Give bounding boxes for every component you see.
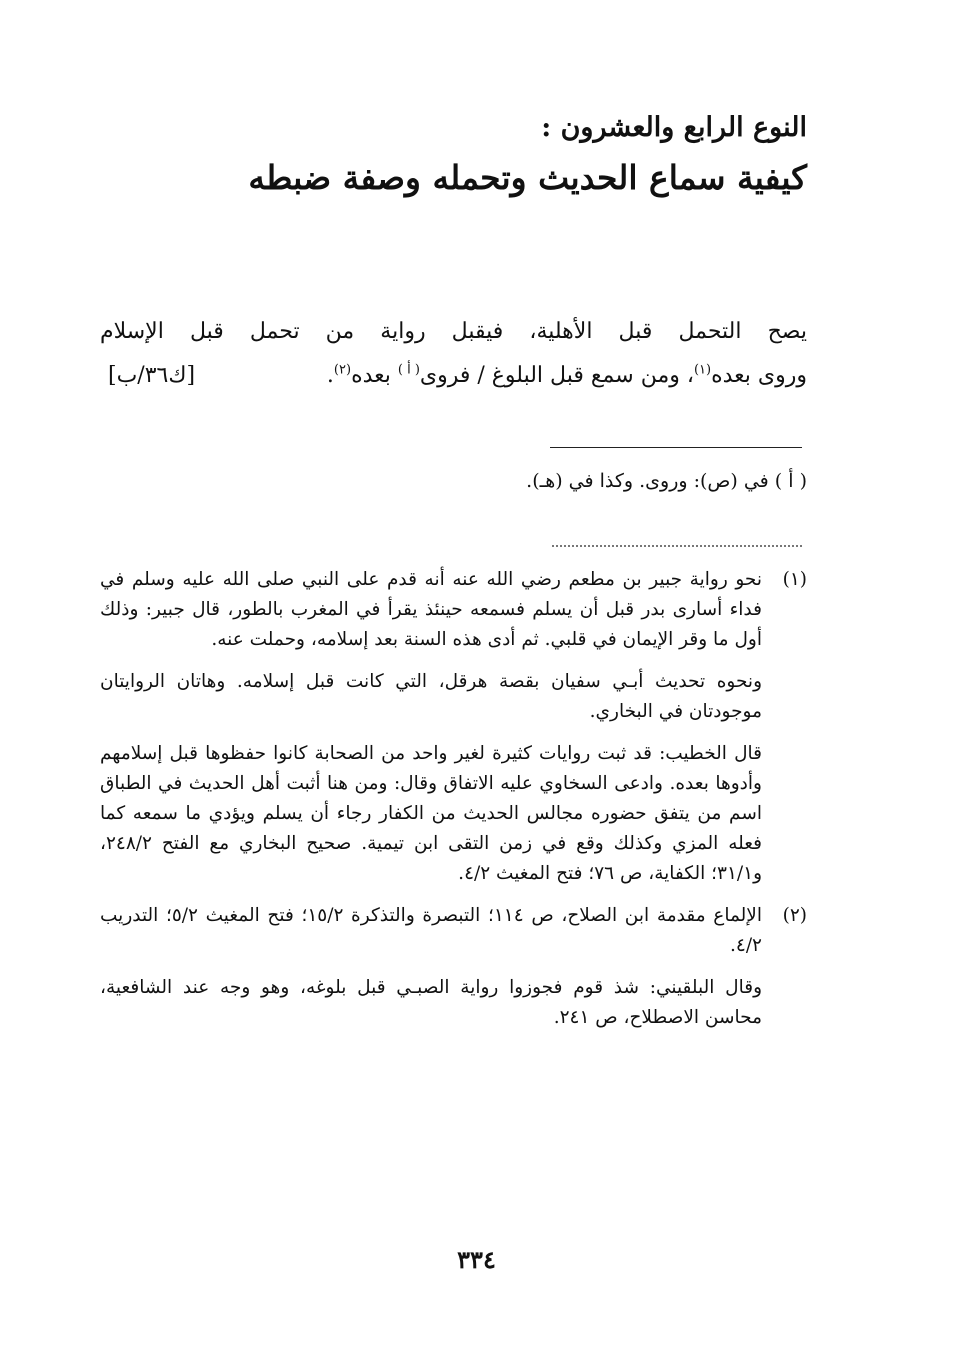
footnote-paragraph: ونحوه تحديث أبـي سفيان بقصة هرقل، التي كانت قبل إسلامه. وهاتان الروايتان موجودتان في البخاري. bbox=[100, 671, 762, 722]
footnote-paragraph: قال الخطيب: قد ثبت روايات كثيرة لغير واحد من الصحابة كانوا حفظوها قبل إسلامهم وأدوها بعده. وادعى السخاوي عليه الاتفاق وقال: ومن هنا أثبت أهل الحديث في الطباق اسم من يتفق حضوره مجالس الحديث من الكفار رجاء أن يسلم ويؤدي ما سمعه كما فعله المزي وكذلك وقع في زمن التقى ابن تيمية. صحيح البخاري مع الفتح ٢٤٨/٢، و٣١/١؛ الكفاية، ص ٧٦؛ فتح المغيث ٤/٢. bbox=[100, 743, 762, 884]
footnote-ref-2: (٢) bbox=[333, 362, 352, 378]
variant-note: ( أ ) في (ص): وروى. وكذا في (هـ). bbox=[526, 470, 807, 492]
main-text-segment: ، ومن سمع قبل البلوغ / فروى bbox=[419, 363, 694, 388]
footnote-number: (٢) bbox=[782, 905, 807, 926]
main-text bbox=[100, 310, 807, 398]
main-text-line-2 bbox=[100, 354, 807, 398]
footnote-1 bbox=[100, 565, 807, 889]
main-text-segment: . bbox=[326, 363, 334, 388]
footnote-paragraph: وقال البلقيني: شذ قوم فجوزوا رواية الصبـي قبل بلوغه، وهو وجه عند الشافعية، محاسن الاصطلاح، ص ٢٤١. bbox=[100, 977, 762, 1028]
chapter-title: كيفية سماع الحديث وتحمله وصفة ضبطه bbox=[248, 158, 807, 197]
footnote-paragraph: الإلماع مقدمة ابن الصلاح، ص ١١٤؛ التبصرة والتذكرة ١٥/٢؛ فتح المغيث ٥/٢؛ التدريب ٤/٢. bbox=[100, 905, 762, 956]
text-separator-rule bbox=[550, 447, 802, 448]
main-text-segment: وروى بعده bbox=[711, 363, 807, 388]
footnote-2 bbox=[100, 901, 807, 1033]
footnote-ref-1: (١) bbox=[693, 362, 712, 378]
manuscript-margin-ref: [ك٣٦/ب] bbox=[108, 363, 196, 388]
variant-ref-a: ( أ ) bbox=[397, 362, 420, 378]
main-text-segment: بعده bbox=[351, 363, 398, 388]
footnotes bbox=[100, 565, 807, 1045]
page-number: ٣٣٤ bbox=[457, 1245, 496, 1274]
footnote-number: (١) bbox=[782, 569, 807, 590]
footnote-paragraph: نحو رواية جبير بن مطعم رضي الله عنه أنه قدم على النبي صلى الله عليه وسلم في فداء أسارى بدر قبل أن يسلم فسمعه حينئذ يقرأ في المغرب بالطور، قال جبير: وذلك أول ما وقر الإيمان في قلبي. ثم أدى هذه السنة بعد إسلامه، وحملت عنه. bbox=[100, 569, 762, 650]
section-label: النوع الرابع والعشرون : bbox=[541, 112, 807, 143]
main-text-line-1: يصح التحمل قبل الأهلية، فيقبل رواية من تحمل قبل الإسلام bbox=[100, 319, 807, 344]
footnote-separator-rule bbox=[552, 545, 802, 547]
